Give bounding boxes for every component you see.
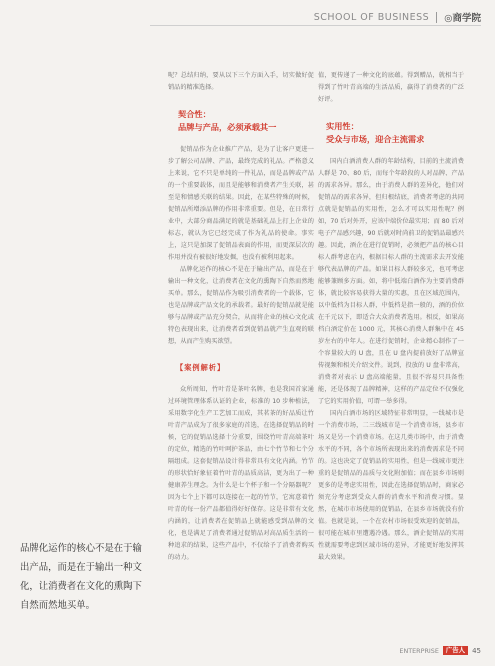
- column-intro: 呢？总结归纳，要从以下三个方面入手，切实做好促销品的精准选择。: [168, 72, 314, 91]
- section-heading-fit: [178, 108, 314, 134]
- paragraph: 国内白酒消费人群的年龄结构，目前的主流消费人群是 70、80 后，而每个年龄段的人对品牌、产品的需求各异。那么，由于消费人群的差异化，他们对促销品的需求各异，但归根结底，消费者考虑的共同点就是促销品的实用性，怎么才可以实用性呢？例如，70 后对外开，应该中端价位最实用；而 80 后对电子产品感兴趣，90 后就对时尚前卫的促销品最感兴趣。因此，酒企在进行促销时，必须把产品的核心目标人群考虑在内，根据目标人群的主流需求去开发能够代表品牌的产品。如果目标人群较多元，也可考虑能够兼顾多方面。如，将中低端白酒作为主要消费群体，就比较容易获得大量的实惠，且在区域范围内，以中低档为目标人群，中低档是指一般的，酒的价位在千元以下，即适合大众消费者选用。相反，如果高档白酒定价在 1000 元，其核心消费人群集中在 45 岁左右的中年人。在进行促销时，企业精心制作了一个容量较大的 U 盘，且在 U 盘内提前放好了品牌宣传视频和相关介绍文件。说到，投放的 U 盘非常高，消费者对表示 U 盘高端能量，且很不容易只具备性能，还是体现了品牌精神，这样的产品定位不仅强化了它的实用价值，可谓一举多得。: [318, 158, 464, 405]
- magazine-name: ENTERPRISE: [399, 646, 439, 655]
- heading-tag: 实用性：: [326, 121, 359, 131]
- magazine-logo: ◎商学院: [444, 13, 481, 24]
- header-divider: [436, 12, 437, 23]
- paragraph: 促销品作为企业推广产品，是为了让客户更进一步了解公司品牌、产品，最终完成的礼品。严格意义上来说，它不只是单纯的一件礼品，而是品牌或产品的一个重要载体，而且是能够和消费者产生关联，甚至是和情感关联的结果。因此，在某些特殊的时候，促销品所增添品牌的作用非常重要。但是，在日常行业中，大部分商品满足的就是基础礼品上打上企业的标志，就认为它已经完成了作为礼品的使命。事实上，这只是加深了促销品表面的作用，而更深层次的作用并没有被很好地发掘，也没有被利用起来。: [168, 146, 314, 261]
- section-label: SCHOOL OF BUSINESS: [313, 11, 430, 23]
- pull-quote: 品牌化运作的核心不是在于输出产品，而是在于输出一种文化，让消费者在文化的熏陶下自然而然地买单。: [20, 543, 142, 611]
- header-rule: [150, 25, 481, 26]
- page-number: 45: [472, 646, 481, 655]
- paragraph: 品牌化运作的核心不是在于输出产品，而是在于输出一种文化，让消费者在文化的熏陶下自然而然地买单。那么，促销品作为吸引消费者的一个载体，它也是品牌或产品文化的承载者。最好的促销品就是能够与品牌或产品充分契合，从而将企业的核心文化或特色表现出来，让消费者看到促销品就产生直观的联想，从而产生购买欲望。: [168, 266, 314, 345]
- paragraph: 众所周知，竹叶青是茶叶名牌，也是我国首家通过环境管理体系认证的企业，标准的 10 步种植法，采用数字化生产工艺加工而成，其茗茶的好品质让竹叶青产品成为了很多家庭的首选，在选择促销品的时候，它的促销品选择十分重要，围绕竹叶青高端茶叶的定位，精选的竹叶呵护茶品，由七个竹节和七个分隔组成。这套促销品设计得非常具有文化内涵。竹节的形状恰好象征着竹叶青的品质高洁，更为出了一种健康养生理念。为什么是七个杯子和一个分隔器呢？因为七个上下都可以连接在一起的竹节，它寓意着竹叶青的每一份产品都值得好好保存。这是非常有文化内涵的，让消费者在促销品上就能感受到品牌的文化，也是满足了消费者通过促销品对高品质生活的一种追求的结果，这些产品中，不仅给予了消费者购买的动力。: [168, 386, 314, 561]
- heading-text: 品牌与产品，必须承载其一: [178, 122, 277, 132]
- case-study-label: 【案例解析】: [176, 363, 226, 372]
- footer-tag: 广告人: [443, 646, 468, 655]
- heading-tag: 契合性：: [178, 109, 211, 119]
- heading-text: 受众与市场，迎合主流需求: [326, 134, 425, 144]
- column-intro: 值，更传递了一种文化的底蕴。得到赠品，就相当于得到了竹叶青高端的生活品质，赢得了消费者的广泛好评。: [318, 72, 464, 103]
- paragraph: 国内白酒市场的区域特征非常明显，一线城市是一个消费市场，二三线城市是一个消费市场，县乡市场又是另一个消费市场。在这几类市场中，由于消费水平的不同，各个市场所表现出来的消费需求是不同的。这也决定了促销品的实用性，但是一线城市更注重的是促销品的品质与文化附加值；而在县乡市场则更多的是考虑实用性，因此在选择促销品时，商家必须充分考虑到受众人群的消费水平和消费习惯。显然，在城市市场使用的促销品，在县乡市场就没有价值。也就是说，一个在农村市场很受欢迎的促销品，很可能在城市里遭遇冷遇。那么，酒企促销品的实用性就需要考虑到区域市场的差异，才能更好地发挥其最大效果。: [318, 410, 464, 561]
- page-footer: [399, 646, 481, 655]
- article-column-right: [318, 70, 464, 564]
- article-column-left: [168, 70, 314, 564]
- page-header: [314, 10, 481, 24]
- section-heading-practical: [326, 120, 464, 146]
